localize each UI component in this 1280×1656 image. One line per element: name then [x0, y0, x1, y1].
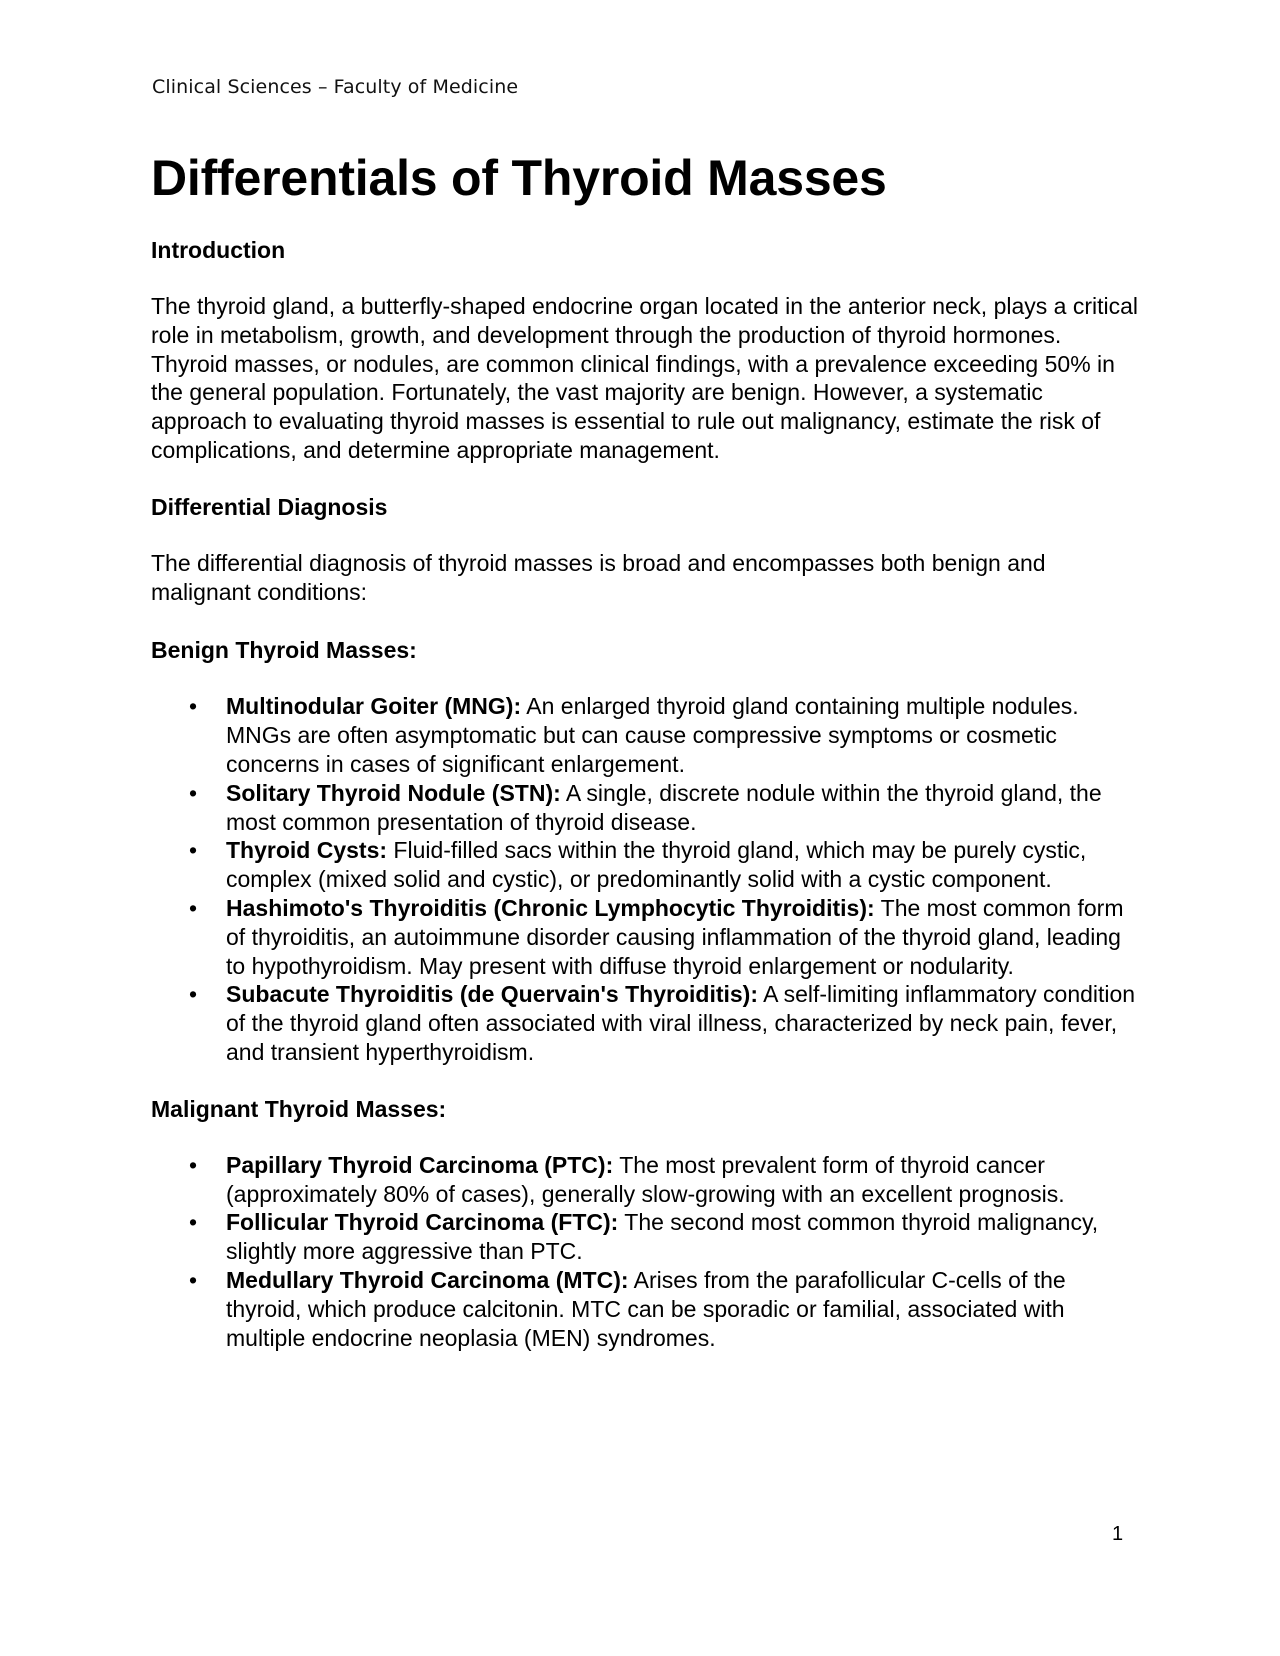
- benign-masses-list: [151, 692, 1141, 1066]
- bullet-icon: •: [189, 837, 198, 864]
- item-term: Papillary Thyroid Carcinoma (PTC):: [226, 1151, 614, 1178]
- item-description: An enlarged thyroid gland containing multiple nodules. MNGs are often asymptomatic but can cause compressive symptoms or cosmetic concerns in cases of significant enlargement.: [226, 693, 1079, 777]
- item-description: The most common form of thyroiditis, an autoimmune disorder causing inflammation of the thyroid gland, leading to hypothyroidism. May present with diffuse thyroid enlargement or nodularity.: [226, 894, 1124, 979]
- page-number: 1: [1112, 1523, 1124, 1545]
- bullet-icon: •: [189, 779, 198, 806]
- item-description: A single, discrete nodule within the thyroid gland, the most common presentation of thyroid disease.: [226, 779, 1102, 835]
- benign-masses-heading: Benign Thyroid Masses:: [151, 637, 417, 664]
- list-item: [151, 1151, 1141, 1209]
- bullet-icon: •: [189, 1266, 198, 1293]
- list-item: [151, 1266, 1141, 1352]
- item-description: Arises from the parafollicular C-cells of the thyroid, which produce calcitonin. MTC can be sporadic or familial, associated with multiple endocrine neoplasia (MEN) syndromes.: [226, 1266, 1066, 1351]
- introduction-paragraph: The thyroid gland, a butterfly-shaped endocrine organ located in the anterior neck, plays a critical role in metabolism, growth, and development through the production of thyroid hormones. Thyroid masses, or nodules, are common clinical findings, with a prevalence exceeding 50% in the general population. Fortunately, the vast majority are benign. However, a systematic approach to evaluating thyroid masses is essential to rule out malignancy, estimate the risk of complications, and determine appropriate management.: [151, 293, 1139, 463]
- item-description: Fluid-filled sacs within the thyroid gland, which may be purely cystic, complex (mixed solid and cystic), or predominantly solid with a cystic component.: [226, 837, 1087, 893]
- malignant-masses-heading: Malignant Thyroid Masses:: [151, 1095, 447, 1122]
- item-term: Follicular Thyroid Carcinoma (FTC):: [226, 1209, 619, 1236]
- bullet-icon: •: [189, 894, 198, 921]
- list-item: [151, 692, 1141, 778]
- malignant-masses-list: [151, 1151, 1141, 1353]
- page-content: [151, 148, 1141, 1352]
- item-term: Thyroid Cysts:: [226, 837, 388, 864]
- list-item: [151, 980, 1141, 1066]
- item-description: The most prevalent form of thyroid cancer (approximately 80% of cases), generally slow-growing with an excellent prognosis.: [226, 1151, 1065, 1207]
- item-term: Subacute Thyroiditis (de Quervain's Thyroiditis):: [226, 981, 758, 1008]
- item-term: Solitary Thyroid Nodule (STN):: [226, 779, 561, 806]
- running-header: Clinical Sciences – Faculty of Medicine: [152, 76, 519, 98]
- bullet-icon: •: [189, 1151, 198, 1178]
- list-item: [151, 836, 1141, 894]
- differential-diagnosis-paragraph: The differential diagnosis of thyroid masses is broad and encompasses both benign and malignant conditions:: [151, 549, 1046, 605]
- list-item: [151, 779, 1141, 837]
- list-item: [151, 1208, 1141, 1266]
- item-term: Multinodular Goiter (MNG):: [226, 693, 522, 720]
- introduction-heading: Introduction: [151, 237, 286, 263]
- item-term: Medullary Thyroid Carcinoma (MTC):: [226, 1266, 629, 1293]
- bullet-icon: •: [189, 1209, 198, 1236]
- list-item: [151, 894, 1141, 980]
- differential-diagnosis-heading: Differential Diagnosis: [151, 493, 388, 520]
- bullet-icon: •: [189, 693, 198, 720]
- item-term: Hashimoto's Thyroiditis (Chronic Lymphocytic Thyroiditis):: [226, 894, 875, 921]
- bullet-icon: •: [189, 981, 198, 1008]
- page-title: Differentials of Thyroid Masses: [151, 150, 887, 206]
- item-description: A self-limiting inflammatory condition of the thyroid gland often associated with viral illness, characterized by neck pain, fever, and transient hyperthyroidism.: [226, 981, 1136, 1065]
- item-description: The second most common thyroid malignancy, slightly more aggressive than PTC.: [226, 1209, 1099, 1265]
